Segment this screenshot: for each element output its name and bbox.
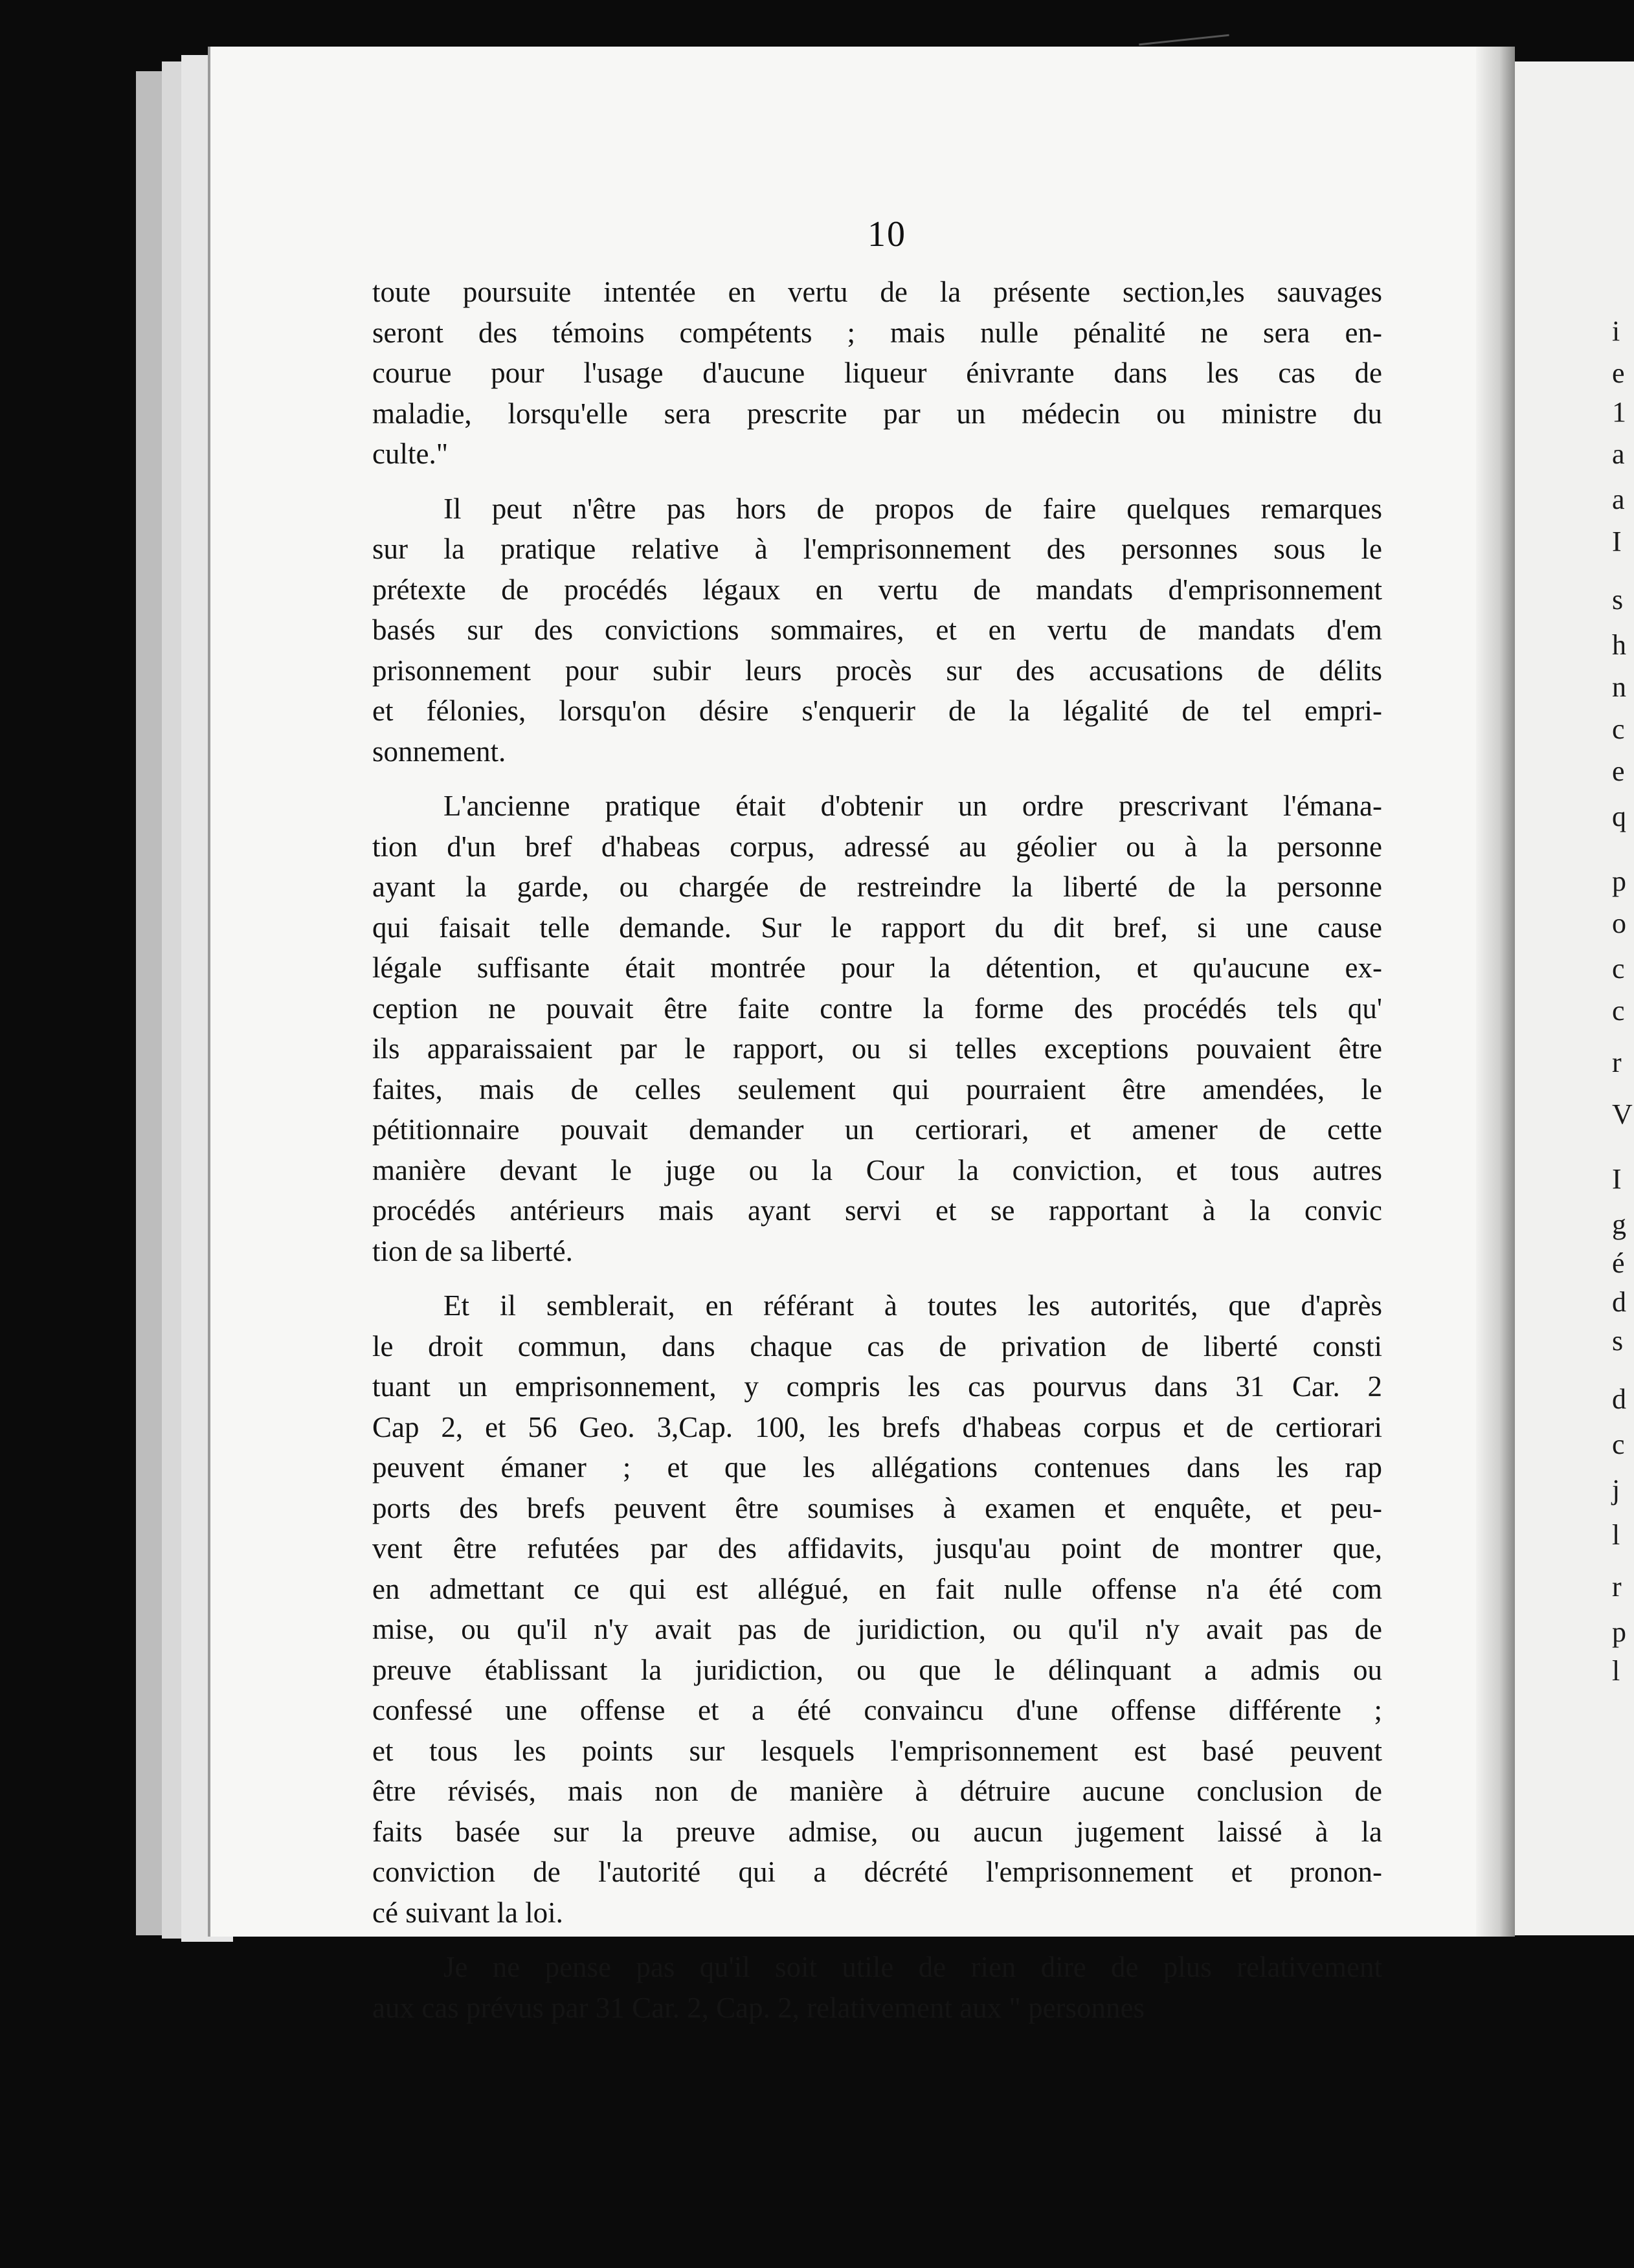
text-line: faites, mais de celles seulement qui pourraient être amendées, le <box>372 1073 1382 1106</box>
text-line: Et il semblerait, en référant à toutes les autorités, que d'après <box>443 1289 1382 1322</box>
paragraph <box>372 1947 1382 2028</box>
body-text <box>372 272 1382 2028</box>
text-line: confessé une offense et a été convaincu d'une offense différente ; <box>372 1694 1382 1726</box>
text-line: Je ne pense pas qu'il soit utile de rien dire de plus relativement <box>443 1951 1382 1983</box>
text-line: conviction de l'autorité qui a décrété l'emprisonnement et pronon- <box>372 1856 1382 1888</box>
paragraph <box>372 1285 1382 1933</box>
text-line: être révisés, mais non de manière à détruire aucune conclusion de <box>372 1775 1382 1807</box>
facing-page-fragment: o <box>1612 907 1626 939</box>
page-number: 10 <box>867 214 906 254</box>
text-line: et tous les points sur lesquels l'emprisonnement est basé peuvent <box>372 1734 1382 1767</box>
text-line: sonnement. <box>372 735 506 768</box>
facing-page-fragment: l <box>1612 1655 1620 1687</box>
text-line: mise, ou qu'il n'y avait pas de juridiction, ou qu'il n'y avait pas de <box>372 1613 1382 1645</box>
facing-page-fragment: i <box>1612 315 1620 347</box>
facing-page-fragment: I <box>1612 526 1622 557</box>
text-line: preuve établissant la juridiction, ou que le délinquant a admis ou <box>372 1653 1382 1686</box>
text-line: ils apparaissaient par le rapport, ou si telles exceptions pouvaient être <box>372 1032 1382 1065</box>
text-line: peuvent émaner ; et que les allégations contenues dans les rap <box>372 1451 1382 1484</box>
facing-page-fragment: r <box>1612 1047 1622 1078</box>
facing-page-fragment: q <box>1612 801 1626 832</box>
facing-page-fragment: e <box>1612 755 1625 787</box>
text-line: pétitionnaire pouvait demander un certiorari, et amener de cette <box>372 1113 1382 1146</box>
text-line: manière devant le juge ou la Cour la conviction, et tous autres <box>372 1153 1382 1186</box>
text-line: prétexte de procédés légaux en vertu de mandats d'emprisonnement <box>372 573 1382 606</box>
text-line: ception ne pouvait être faite contre la forme des procédés tels qu' <box>372 992 1382 1025</box>
facing-page-fragment: c <box>1612 995 1625 1027</box>
facing-page-fragment: l <box>1612 1519 1620 1551</box>
facing-page-fragment: V <box>1612 1098 1633 1130</box>
facing-page-fragment: I <box>1612 1163 1622 1195</box>
text-line: en admettant ce qui est allégué, en fait nulle offense n'a été com <box>372 1572 1382 1605</box>
facing-page-fragment: é <box>1612 1247 1625 1279</box>
text-line: basés sur des convictions sommaires, et en vertu de mandats d'em <box>372 614 1382 646</box>
facing-page-fragment: c <box>1612 1429 1625 1460</box>
book-gutter <box>1476 47 1515 1937</box>
facing-page-fragment: a <box>1612 484 1625 515</box>
text-line: tuant un emprisonnement, y compris les cas pourvus dans 31 Car. 2 <box>372 1370 1382 1403</box>
facing-page-fragment: d <box>1612 1383 1626 1415</box>
text-line: toute poursuite intentée en vertu de la présente section,les sauvages <box>372 276 1382 308</box>
text-line: sur la pratique relative à l'emprisonnement des personnes sous le <box>372 533 1382 565</box>
text-line: seront des témoins compétents ; mais nulle pénalité ne sera en- <box>372 316 1382 349</box>
facing-page-fragment: d <box>1612 1286 1626 1318</box>
facing-page-fragment: e <box>1612 357 1625 389</box>
facing-page-fragment: j <box>1612 1474 1620 1506</box>
paragraph <box>372 786 1382 1271</box>
facing-page-fragment: c <box>1612 953 1625 984</box>
text-line: qui faisait telle demande. Sur le rapport du dit bref, si une cause <box>372 911 1382 944</box>
text-line: le droit commun, dans chaque cas de privation de liberté consti <box>372 1329 1382 1362</box>
paragraph <box>372 272 1382 474</box>
facing-page-fragment: p <box>1612 865 1626 897</box>
text-line: tion d'un bref d'habeas corpus, adressé au géolier ou à la personne <box>372 830 1382 863</box>
text-line: faits basée sur la preuve admise, ou aucun jugement laissé à la <box>372 1815 1382 1848</box>
text-line: culte." <box>372 438 449 470</box>
facing-page-fragment: 1 <box>1612 396 1626 428</box>
facing-page-fragment: g <box>1612 1208 1626 1240</box>
text-line: cé suivant la loi. <box>372 1896 563 1929</box>
facing-page-fragment: n <box>1612 671 1626 703</box>
text-line: et félonies, lorsqu'on désire s'enquerir de la légalité de tel empri- <box>372 695 1382 727</box>
text-line: courue pour l'usage d'aucune liqueur énivrante dans les cas de <box>372 357 1382 389</box>
text-line: aux cas prévus par 31 Car. 2, Cap. 2, relativement aux " personnes <box>372 1991 1145 2024</box>
text-line: Il peut n'être pas hors de propos de faire quelques remarques <box>443 492 1382 525</box>
text-line: ayant la garde, ou chargée de restreindre la liberté de la personne <box>372 871 1382 903</box>
text-line: maladie, lorsqu'elle sera prescrite par un médecin ou ministre du <box>372 397 1382 430</box>
text-line: L'ancienne pratique était d'obtenir un ordre prescrivant l'émana- <box>443 790 1382 822</box>
text-line: ports des brefs peuvent être soumises à examen et enquête, et peu- <box>372 1491 1382 1524</box>
facing-page-fragment: r <box>1612 1571 1622 1603</box>
facing-page-fragment: s <box>1612 1325 1624 1357</box>
facing-page-fragment: s <box>1612 584 1624 616</box>
facing-page-fragment: h <box>1612 629 1626 661</box>
text-line: vent être refutées par des affidavits, jusqu'au point de montrer que, <box>372 1532 1382 1564</box>
facing-page-edge <box>1515 61 1634 1935</box>
facing-page-fragment: c <box>1612 713 1625 745</box>
paragraph <box>372 489 1382 772</box>
facing-page-fragment: a <box>1612 438 1625 470</box>
text-line: légale suffisante était montrée pour la détention, et qu'aucune ex- <box>372 951 1382 984</box>
text-line: tion de sa liberté. <box>372 1234 573 1267</box>
facing-page-fragment: p <box>1612 1616 1626 1648</box>
text-line: prisonnement pour subir leurs procès sur des accusations de délits <box>372 654 1382 687</box>
text-line: Cap 2, et 56 Geo. 3,Cap. 100, les brefs d'habeas corpus et de certiorari <box>372 1410 1382 1443</box>
text-line: procédés antérieurs mais ayant servi et se rapportant à la convic <box>372 1194 1382 1227</box>
